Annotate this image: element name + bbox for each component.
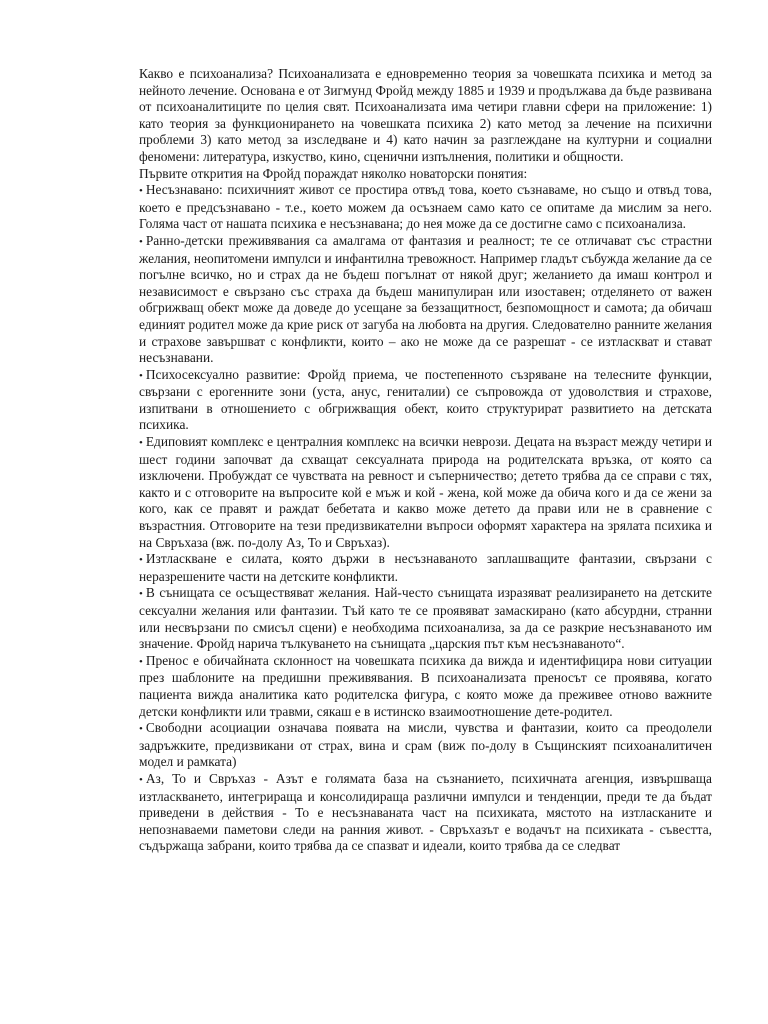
bullet-dreams bbox=[139, 585, 712, 652]
intro-paragraph: Какво е психоанализа? Психоанализата е едновременно теория за човешката психика и метод за нейното лечение. Основана е от Зигмунд Фройд между 1885 и 1939 и продължава да бъде развивана от психоаналитиците по целия свят. Психоанализата има четири главни сфери на приложение: 1) като теория за функционирането на човешката психика 2) като метод за лечение на психични проблеми 3) като метод за изследване и 4) като начин за разглеждане на културни и социални феномени: литература, изкуство, кино, сценични изпълнения, политики и общности. bbox=[139, 66, 712, 164]
bullet-text: Несъзнавано: психичният живот се простира отвъд това, което съзнаваме, но също и отвъд това, което е предсъзнавано - т.е., което можем да осъзнаем само като се опитаме да мислим за него. Голяма част от нашата психика е несъзнавана; до нея може да се достигне само с психоанализа. bbox=[139, 182, 712, 232]
bullet-icon: • bbox=[139, 723, 143, 736]
bullet-icon: • bbox=[139, 588, 143, 601]
bullet-icon: • bbox=[139, 554, 143, 567]
bullet-text: Пренос е обичайната склонност на човешката психика да вижда и идентифицира нови ситуации през шаблоните на предишни преживявания. В психоанализата преносът се проявява, когато пациента вижда аналитика като родителска фигура, с която може да преживее отново важните детски конфликти или травми, сякаш е в истинско взаимоотношение дете-родител. bbox=[139, 652, 712, 719]
bullet-text: Едиповият комплекс е централния комплекс на всички неврози. Децата на възраст между четири и шест години започват да схващат сексуалната природа на родителската връзка, от която са изключени. Пробуждат се чувствата на ревност и съперничество; детето трябва да се справи с тях, както и с отговорите на въпросите кой е мъж и кой - жена, кой може да обича кого и да се жени за кого, как се правят и раждат бебетата и какво може детето да прави или не в сравнение с възрастния. Отговорите на тези предизвикателни въпроси оформят характера на зрялата психика и на Свръхаза (вж. по-долу Аз, То и Свръхаз). bbox=[139, 434, 712, 550]
bullet-early-experiences bbox=[139, 233, 712, 367]
bullet-text: Изтласкване е силата, която държи в несъзнаваното заплашващите фантазии, свързани с неразрешените части на детските конфликти. bbox=[139, 551, 712, 584]
bullet-free-association bbox=[139, 720, 712, 771]
bullet-unconscious bbox=[139, 182, 712, 233]
document-page bbox=[139, 66, 712, 855]
bullet-icon: • bbox=[139, 369, 143, 382]
bullet-text: Свободни асоциации означава появата на мисли, чувства и фантазии, които са преодолели задръжките, предизвикани от страх, вина и срам (виж по-долу в Същинският психоаналитичен модел и рамката) bbox=[139, 720, 712, 770]
bullet-icon: • bbox=[139, 655, 143, 668]
bullet-transference bbox=[139, 653, 712, 720]
bullet-psychosexual bbox=[139, 367, 712, 434]
bullet-icon: • bbox=[139, 437, 143, 450]
bullet-text: В сънищата се осъществяват желания. Най-често сънищата изразяват реализирането на детските сексуални желания или фантазии. Тъй като те се проявяват замаскирано (като абсурдни, странни или несвързани по смисъл сцени) е необходима психоанализа, за да се разкрие несъзнаваното им значение. Фройд нарича тълкуването на сънищата „царския път към несъзнаваното“. bbox=[139, 585, 712, 652]
concepts-heading: Първите открития на Фройд пораждат няколко новаторски понятия: bbox=[139, 165, 528, 181]
bullet-text: Аз, То и Свръхаз - Азът е голямата база на съзнанието, психичната агенция, извършваща изтласкването, интегрираща и консолидираща различни импулси и тенденции, преди те да бъдат приведени в действия - То е несъзнаваната част на психиката, мястото на изтласканите и непознаваеми паметови следи на ранния живот. - Свръхазът е водачът на психиката - съвестта, съдържаща забрани, които трябва да се спазват и идеали, които трябва да се следват bbox=[139, 770, 712, 854]
bullet-repression bbox=[139, 551, 712, 585]
bullet-text: Ранно-детски преживявания са амалгама от фантазия и реалност; те се отличават със страстни желания, неопитомени импулси и инфантилна тревожност. Например гладът събужда желание да се погълне всичко, но и страх да не бъдеш погълнат от някой друг; желанието да имаш контрол и независимост е свързано със страха да бъдеш манипулиран или изоставен; отделянето от важен обгрижващ обект може да доведе до усещане за беззащитност, безпомощност и самота; да обичаш единият родител може да крие риск от загуба на любовта на другия. Следователно ранните желания и страхове завършват с конфликти, които – ако не може да се разрешат - се изтласкват и стават несъзнавани. bbox=[139, 232, 712, 366]
bullet-icon: • bbox=[139, 235, 143, 248]
bullet-icon: • bbox=[139, 185, 143, 198]
bullet-icon: • bbox=[139, 773, 143, 786]
bullet-text: Психосексуално развитие: Фройд приема, че постепенното съзряване на телесните функции, свързани с ерогенните зони (уста, анус, гениталии) се съпровожда от удоволствия и страхове, изпитвани в отношението с обгрижващия обект, които структурират развитието на детската психика. bbox=[139, 366, 712, 433]
bullet-ego-id-superego bbox=[139, 771, 712, 855]
bullet-oedipus bbox=[139, 434, 712, 551]
